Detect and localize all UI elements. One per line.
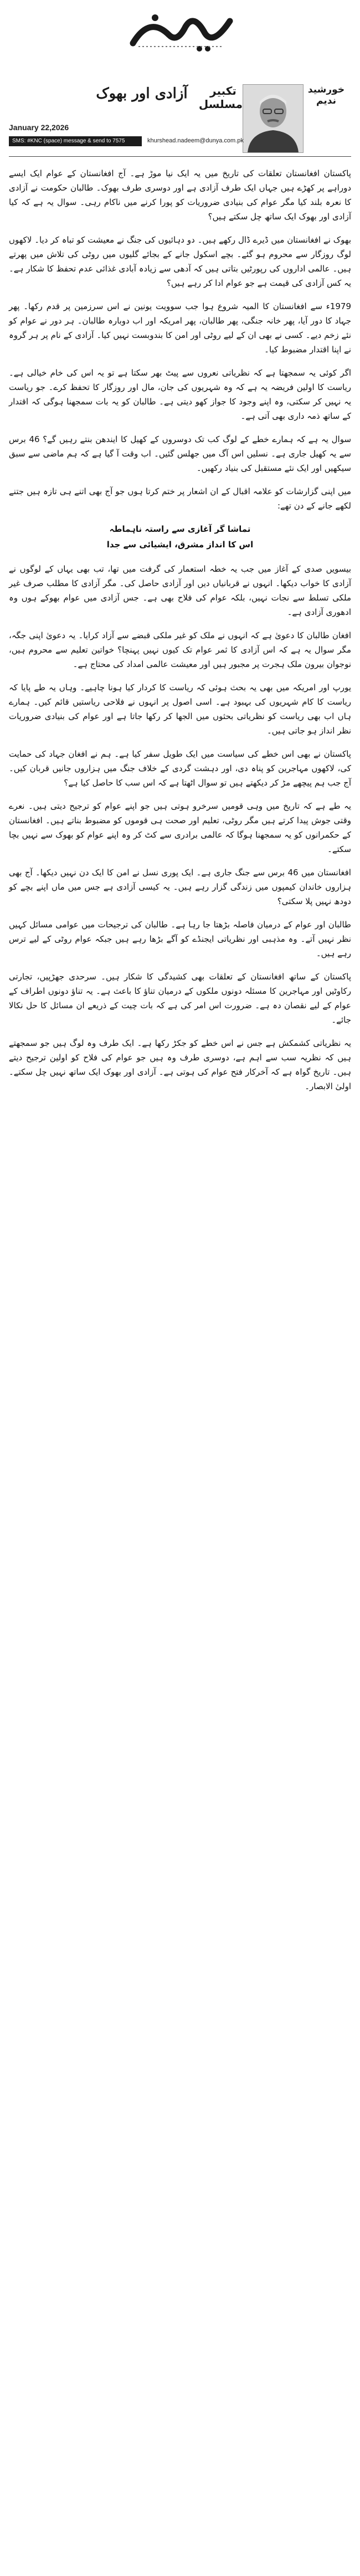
publish-date: January 22,2026 bbox=[9, 123, 69, 132]
article-paragraph: یہ طے ہے کہ تاریخ میں وہی قومیں سرخرو ہوتی ہیں جو اپنے عوام کو ترجیح دیتی ہیں۔ نعرے وقتی جوش پیدا کرتے ہیں مگر روٹی، تعلیم اور صحت ہی قوموں کو مضبوط بناتے ہیں۔ افغانستان کے حکمرانوں کو یہ سمجھنا ہوگا کہ عالمی برادری سے کٹ کر وہ اپنے عوام کو بھوک سے نہیں بچا سکتے۔ bbox=[9, 801, 351, 854]
header-divider bbox=[9, 156, 351, 157]
article-paragraph: پاکستان کے ساتھ افغانستان کے تعلقات بھی کشیدگی کا شکار ہیں۔ سرحدی جھڑپیں، تجارتی رکاوٹیں اور مہاجرین کا مسئلہ دونوں ملکوں کے درمیان تناؤ کا باعث ہے۔ یہ تناؤ دونوں اطراف کے عوام کے لیے نقصان دہ ہے۔ ضرورت اس امر کی ہے کہ بات چیت کے ذریعے ان مسائل کا حل نکالا جائے۔ bbox=[9, 972, 351, 1025]
article-paragraph: طالبان اور عوام کے درمیان فاصلہ بڑھتا جا رہا ہے۔ طالبان کی ترجیحات میں عوامی مسائل کہیں نظر نہیں آتے۔ وہ مذہبی اور نظریاتی ایجنڈے کو آگے بڑھا رہے ہیں جبکہ عوام روٹی کے لیے ترس رہے ہیں۔ bbox=[9, 920, 351, 958]
article-paragraph: پاکستان نے بھی اس خطے کی سیاست میں ایک طویل سفر کیا ہے۔ ہم نے افغان جہاد کی حمایت کی، لاکھوں مہاجرین کو پناہ دی، اور دہشت گردی کے خلاف جنگ میں ہزاروں جانیں قربان کیں۔ آج جب ہم پیچھے مڑ کر دیکھتے ہیں تو سوال اٹھتا ہے کہ اس سب کا حاصل کیا ہے؟ bbox=[9, 749, 351, 788]
column-header bbox=[9, 62, 351, 167]
author-portrait bbox=[243, 84, 304, 153]
article-paragraph: بیسویں صدی کے آغاز میں جب یہ خطہ استعمار کی گرفت میں تھا، تب بھی یہاں کے لوگوں نے آزادی کا خواب دیکھا۔ انہوں نے قربانیاں دیں اور آزادی حاصل کی۔ مگر آزادی کا مطلب صرف غیر ملکی تسلط سے نجات نہیں، بلکہ عوام کی فلاح بھی ہے۔ جس آزادی میں عوام بھوکے ہوں وہ ادھوری آزادی ہے۔ bbox=[9, 564, 351, 617]
article-paragraph: یہ نظریاتی کشمکش ہے جس نے اس خطے کو جکڑ رکھا ہے۔ ایک طرف وہ لوگ ہیں جو سمجھتے ہیں کہ نظریہ سب سے اہم ہے، دوسری طرف وہ ہیں جو عوام کی فلاح کو اولین ترجیح دیتے ہیں۔ تاریخ گواہ ہے کہ آخرکار فتح عوام کی ہوتی ہے۔ آزادی اور بھوک ایک ساتھ نہیں چل سکتے۔ اولیٰ الابصار۔ bbox=[9, 1038, 351, 1091]
article-paragraph: یورپ اور امریکہ میں بھی یہ بحث ہوئی کہ ریاست کا کردار کیا ہونا چاہیے۔ وہاں یہ طے پایا کہ ریاست کا کام شہریوں کی بہبود ہے۔ اسی اصول پر انہوں نے فلاحی ریاستیں قائم کیں۔ ہمارے ہاں اب بھی ریاست کو نظریاتی بحثوں میں الجھا کر رکھا جاتا ہے اور عوام کی بنیادی ضروریات نظر انداز ہو جاتی ہیں۔ bbox=[9, 683, 351, 736]
article-paragraph: اگر کوئی یہ سمجھتا ہے کہ نظریاتی نعروں سے پیٹ بھر سکتا ہے تو یہ اس کی خام خیالی ہے۔ ریاست کا اولین فریضہ یہ ہے کہ وہ شہریوں کی جان، مال اور روزگار کا تحفظ کرے۔ جو ریاست یہ نہیں کر سکتی، وہ اپنے وجود کا جواز کھو دیتی ہے۔ طالبان کو یہ بات سمجھنا ہوگی کہ اقتدار کے ساتھ ذمہ داری بھی آتی ہے۔ bbox=[9, 368, 351, 421]
verse-line: اس کا انداز مشرق، ایشیائی سے جدا bbox=[106, 540, 254, 550]
article-paragraph: 1979ء سے افغانستان کا المیہ شروع ہوا جب سوویت یونین نے اس سرزمین پر قدم رکھا۔ پھر جہاد کا دور آیا، پھر خانہ جنگی، پھر طالبان، پھر امریکہ اور اب دوبارہ طالبان۔ ہر دور نے عوام کو نئے زخم دیے۔ کسی نے بھی ان کے لیے روٹی اور امن کا بندوبست نہیں کیا۔ آزادی کے نام پر ہر گروہ نے اپنا اقتدار مضبوط کیا۔ bbox=[9, 301, 351, 355]
dunya-logo-icon bbox=[116, 4, 244, 55]
article-paragraph: میں اپنی گزارشات کو علامہ اقبال کے ان اشعار پر ختم کرتا ہوں جو آج بھی اتنے ہی تازہ ہیں جتنے لکھے جانے کے دن تھے: bbox=[9, 486, 351, 511]
author-name: خورشید ندیم bbox=[307, 84, 345, 106]
verse-quote bbox=[9, 522, 351, 552]
article-paragraph: سوال یہ ہے کہ ہمارے خطے کے لوگ کب تک دوسروں کے کھیل کا ایندھن بنتے رہیں گے؟ 46 برس سے یہ کھیل جاری ہے۔ نسلیں اس آگ میں جھلس گئیں۔ اب وقت آ گیا ہے کہ ہم ماضی سے سبق سیکھیں اور ایک نئے مستقبل کی بنیاد رکھیں۔ bbox=[9, 434, 352, 473]
article-paragraph: پاکستان افغانستان تعلقات کی تاریخ میں یہ ایک نیا موڑ ہے۔ آج افغانستان کے عوام ایک ایسے دوراہے پر کھڑے ہیں جہاں ایک طرف آزادی ہے اور دوسری طرف بھوک۔ طالبان حکومت نے آزادی کا نعرہ بلند کیا مگر عوام کی بنیادی ضروریات کو پورا کرنے میں ناکام رہی۔ سوال یہ ہے کہ کیا آزادی اور بھوک ایک ساتھ چل سکتے ہیں؟ bbox=[9, 168, 351, 222]
author-photo-icon bbox=[243, 85, 303, 152]
article-body bbox=[9, 166, 351, 1102]
column-title: آزادی اور بھوک bbox=[96, 85, 188, 102]
masthead-logo[interactable] bbox=[116, 4, 244, 55]
article-paragraph: افغان طالبان کا دعویٰ ہے کہ انہوں نے ملک کو غیر ملکی قبضے سے آزاد کرایا۔ یہ دعویٰ اپنی جگہ، مگر سوال یہ ہے کہ اس آزادی کا ثمر عوام تک کیوں نہیں پہنچا؟ خواتین تعلیم سے محروم ہیں، نوجوان بیرون ملک ہجرت پر مجبور ہیں اور معیشت عالمی امداد کی محتاج ہے۔ bbox=[9, 630, 351, 669]
author-email[interactable]: khurshead.nadeem@dunya.com.pk bbox=[147, 137, 244, 144]
article-paragraph: بھوک نے افغانستان میں ڈیرے ڈال رکھے ہیں۔ دو دہائیوں کی جنگ نے معیشت کو تباہ کر دیا۔ لاکھوں لوگ روزگار سے محروم ہو گئے۔ بچے اسکول جانے کے بجائے گلیوں میں روٹی کی تلاش میں پھرتے ہیں۔ عالمی اداروں کی رپورٹیں بتاتی ہیں کہ آدھی سے زیادہ آبادی غذائی عدم تحفظ کا شکار ہے۔ یہ کس آزادی کی قیمت ہے جو عوام ادا کر رہے ہیں؟ bbox=[9, 235, 351, 288]
article-paragraph: افغانستان میں 46 برس سے جنگ جاری ہے۔ ایک پوری نسل نے امن کا ایک دن نہیں دیکھا۔ آج بھی ہزاروں خاندان کیمپوں میں زندگی گزار رہے ہیں۔ یہ کیسی آزادی ہے جس میں ماں اپنے بچے کو دودھ نہیں پلا سکتی؟ bbox=[9, 868, 351, 906]
column-series-label: تکبیر مسلسل bbox=[198, 84, 243, 111]
sms-bar: SMS: #KNC (space) message & send to 7575 bbox=[9, 136, 142, 146]
verse-line: تماشا گر آغازی سے راستہ ناہماطہ bbox=[109, 524, 251, 534]
